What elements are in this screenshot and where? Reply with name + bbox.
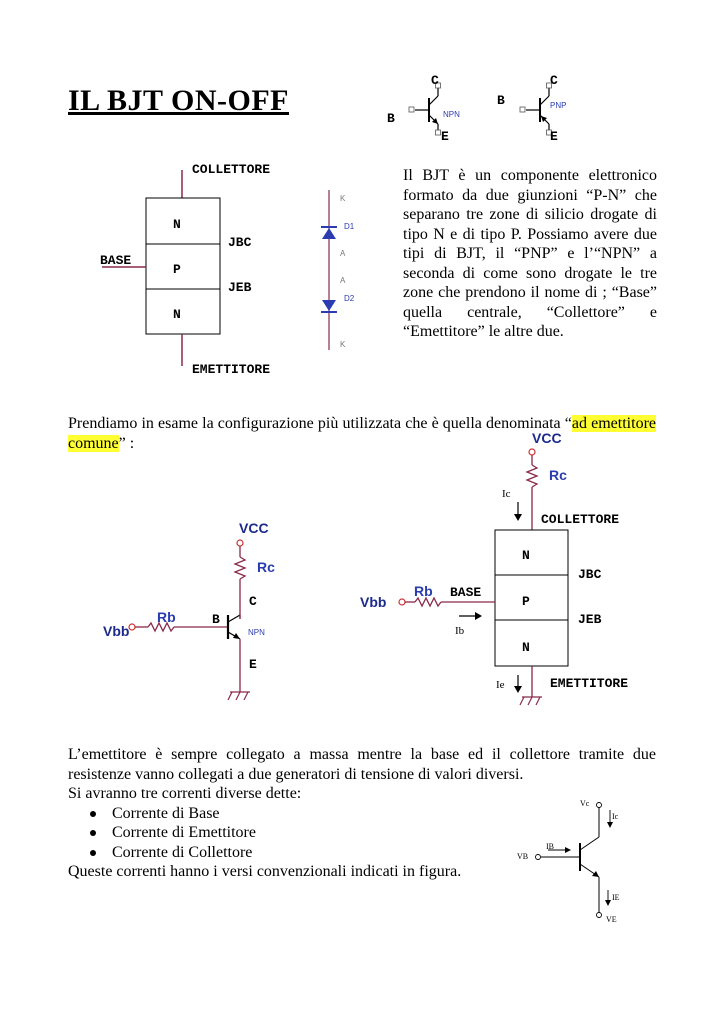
npn-b-label: B [387,111,395,126]
fig-vc-label: Vc [580,799,590,808]
junction-n-bottom: N [173,307,181,322]
right-jeb: JEB [578,612,602,627]
config-text-before: Prendiamo in esame la configurazione più utilizzata che è quella denominata “ [68,415,572,432]
right-vbb-label: Vbb [360,594,387,610]
left-b-label: B [212,612,220,627]
fig-ve-label: VE [606,915,617,924]
fig-ic-label: Ic [612,812,619,821]
right-ib-label: Ib [455,625,465,637]
left-rb-label: Rb [157,609,176,625]
diode-equivalent [318,190,348,355]
right-n-top: N [522,548,530,563]
junction-diagram [140,170,230,370]
junction-collettore-label: COLLETTORE [192,162,271,177]
list-item: Corrente di Collettore [68,843,656,863]
right-ie-label: Ie [496,679,505,691]
right-collettore-label: COLLETTORE [541,512,620,527]
junction-p: P [173,262,181,277]
fig-ie-label: IE [612,893,620,902]
diode-a1: A [340,249,346,258]
config-text-after: ” : [118,434,135,452]
right-p: P [522,594,530,609]
left-npn-label: NPN [248,628,265,637]
diode-k-top: K [340,194,346,203]
body-text-3: Queste correnti hanno i versi convenzionali indicati in figura. [68,863,462,880]
npn-e-label: E [441,129,449,144]
npn-symbol [380,70,480,145]
pnp-e-label: E [550,129,558,144]
left-c-label: C [249,594,257,609]
right-emettitore-label: EMETTITORE [550,676,629,691]
left-e-label: E [249,657,257,672]
junction-jbc: JBC [228,235,252,250]
config-highlight: ad emettitore comune [68,415,656,452]
junction-jeb: JEB [228,280,252,295]
left-vcc-label: VCC [239,520,269,536]
right-jbc: JBC [578,567,602,582]
list-item: Corrente di Base [68,804,656,824]
left-rc-label: Rc [257,559,275,575]
diode-k-bottom: K [340,340,346,349]
body-text-1: L’emettitore è sempre collegato a massa mentre la base ed il collettore tramite due resistenze vanno collegati a due generatori di tensione di valori diversi. [68,746,656,783]
junction-emettitore-label: EMETTITORE [192,362,271,377]
right-rc-label: Rc [549,467,567,483]
right-base-label: BASE [450,585,482,600]
right-ic-label: Ic [502,488,511,500]
list-item: Corrente di Emettitore [68,823,656,843]
pnp-type-label: PNP [550,101,567,110]
right-rb-label: Rb [414,583,433,599]
fig-ib-label: IB [546,842,554,851]
junction-base-label: BASE [100,253,132,268]
diode-d1-label: D1 [344,222,355,231]
pnp-c-label: C [550,73,558,88]
npn-c-label: C [431,73,439,88]
fig-vb-label: VB [517,852,529,861]
diode-a2: A [340,276,346,285]
page-title: IL BJT ON-OFF [68,84,289,117]
body-text-2: Si avranno tre correnti diverse dette: [68,785,302,802]
diode-d2-label: D2 [344,294,355,303]
junction-n-top: N [173,217,181,232]
npn-type-label: NPN [443,110,460,119]
intro-paragraph: Il BJT è un componente elettronico formato da due giunzioni “P-N” che separano tre zone di silicio drogate di tipo N e di tipo P. Possiamo avere due tipi di BJT, il “PNP” e l’“NPN” a seconda di come sono drogate le tre zone che prendono il nome di ; “Base” quella centrale, “Collettore” e “Emettitore” le altre due. [403,167,657,340]
left-vbb-label: Vbb [103,623,130,639]
right-vcc-label: VCC [532,430,562,446]
pnp-b-label: B [497,93,505,108]
right-n-bottom: N [522,640,530,655]
